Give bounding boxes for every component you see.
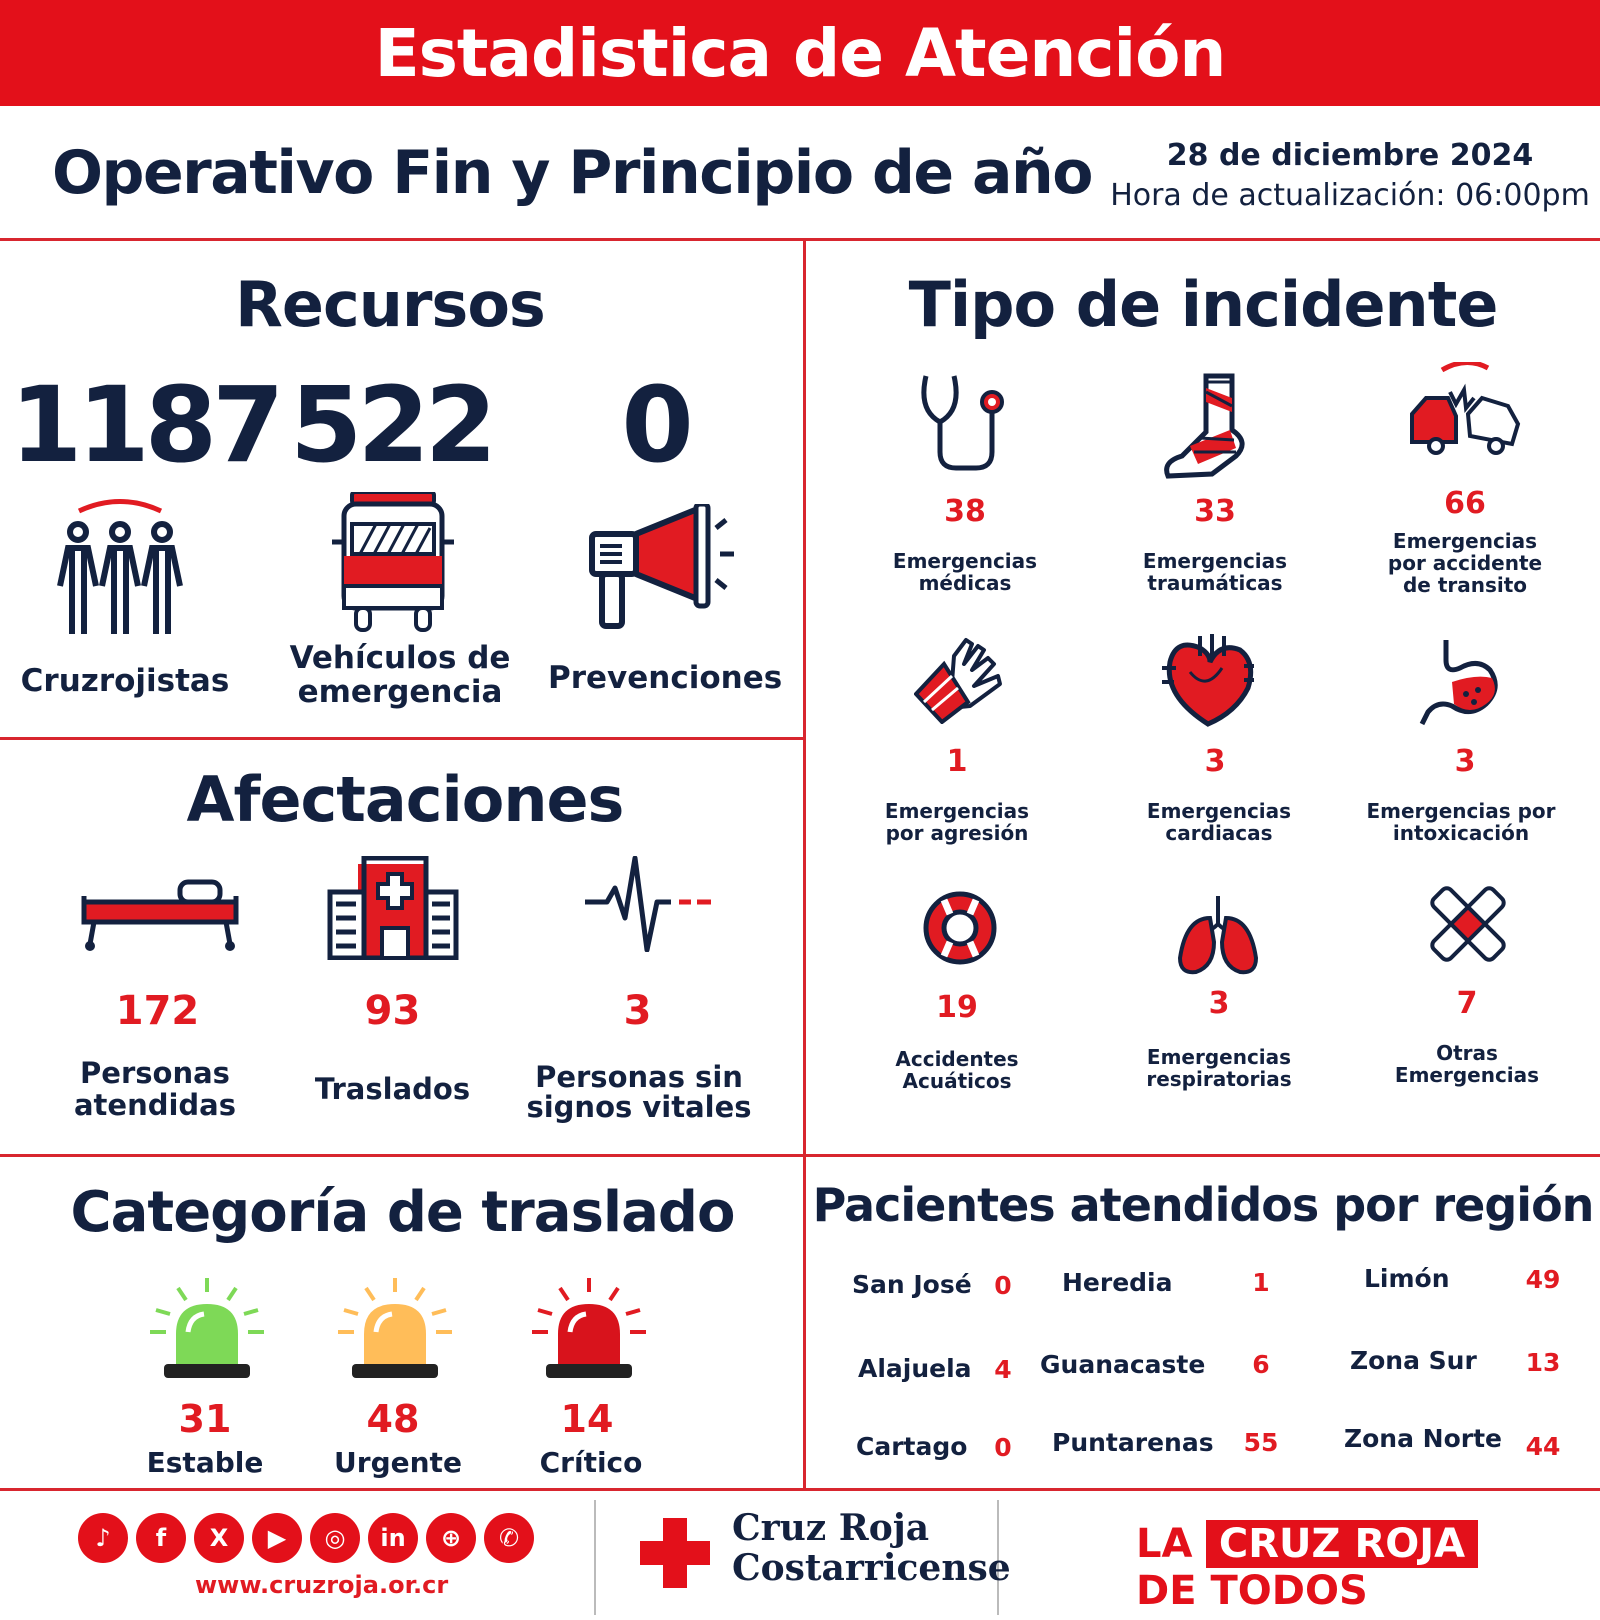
incidente-value: 33 — [1194, 494, 1236, 529]
incidente-value: 7 — [1456, 986, 1478, 1021]
region-name: Heredia — [1062, 1268, 1173, 1297]
incidente-label: respiratorias — [1146, 1067, 1292, 1091]
estable-count: 31 — [178, 1397, 232, 1441]
region-value: 1 — [1252, 1268, 1270, 1297]
slogan-part-1: LA — [1136, 1521, 1193, 1567]
lifebuoy-icon — [920, 888, 1000, 968]
region-value: 55 — [1243, 1428, 1279, 1457]
operation-title: Operativo Fin y Principio de año — [52, 138, 1092, 208]
stretcher-icon — [80, 876, 240, 952]
vehiculos-label-1: Vehículos de — [289, 640, 511, 676]
region-value: 6 — [1252, 1350, 1270, 1379]
region-name: Limón — [1364, 1264, 1450, 1293]
divider — [803, 238, 806, 1490]
region-value: 0 — [994, 1433, 1012, 1462]
traslados-count: 93 — [364, 988, 421, 1034]
x-icon[interactable]: X — [194, 1513, 244, 1563]
personas-atendidas-label-1: Personas — [80, 1056, 230, 1090]
region-name: Zona Norte — [1344, 1424, 1503, 1453]
facebook-icon[interactable]: f — [136, 1513, 186, 1563]
incidente-label: por accidente — [1387, 551, 1543, 575]
traslados-label: Traslados — [314, 1072, 471, 1106]
incidente-label: Emergencias — [892, 549, 1038, 573]
heartbeat-icon — [583, 856, 717, 952]
region-title: Pacientes atendidos por región — [812, 1178, 1594, 1232]
region-value: 0 — [994, 1271, 1012, 1300]
incidente-label: cardiacas — [1165, 821, 1273, 845]
web-icon[interactable]: ⊕ — [426, 1513, 476, 1563]
incidente-value: 66 — [1444, 486, 1486, 521]
incidente-label: Acuáticos — [902, 1069, 1012, 1093]
incidente-label: Accidentes — [895, 1047, 1019, 1071]
stomach-icon — [1416, 638, 1502, 728]
page-title: Estadistica de Atención — [374, 14, 1226, 92]
divider — [0, 737, 805, 740]
yellow-siren-icon — [336, 1276, 454, 1384]
incidente-value: 1 — [946, 744, 968, 779]
lungs-icon — [1176, 894, 1260, 978]
urgente-label: Urgente — [334, 1446, 462, 1479]
region-value: 4 — [994, 1355, 1012, 1384]
megaphone-icon — [588, 504, 744, 634]
sin-signos-label-2: signos vitales — [526, 1090, 752, 1124]
brand-line-1: Cruz Roja — [732, 1507, 930, 1549]
incidente-label: Emergencias — [884, 799, 1030, 823]
cruzrojistas-count: 1187 — [10, 364, 280, 486]
instagram-icon[interactable]: ◎ — [310, 1513, 360, 1563]
prevenciones-count: 0 — [621, 364, 689, 486]
sin-signos-label-1: Personas sin — [535, 1060, 743, 1094]
incidente-label: de transito — [1402, 573, 1528, 597]
bandaged-foot-icon — [1160, 372, 1252, 480]
hospital-icon — [326, 856, 460, 960]
incidente-label: Emergencias por — [1366, 799, 1556, 823]
cruzrojistas-label: Cruzrojistas — [20, 663, 230, 699]
incidente-label: por agresión — [885, 821, 1029, 845]
incidente-value: 19 — [936, 990, 978, 1025]
region-value: 49 — [1525, 1265, 1561, 1294]
slogan-part-3: DE TODOS — [1136, 1568, 1368, 1614]
region-value: 13 — [1525, 1348, 1561, 1377]
divider — [0, 238, 1600, 241]
linkedin-icon[interactable]: in — [368, 1513, 418, 1563]
incidente-label: Emergencias — [1392, 529, 1538, 553]
stethoscope-icon — [918, 370, 1008, 474]
prevenciones-label: Prevenciones — [548, 660, 783, 696]
estable-label: Estable — [146, 1446, 264, 1479]
divider — [0, 1488, 1600, 1491]
red-siren-icon — [530, 1276, 648, 1384]
region-name: Guanacaste — [1040, 1350, 1206, 1379]
incidente-label: Emergencias — [1394, 1063, 1540, 1087]
youtube-icon[interactable]: ▶ — [252, 1513, 302, 1563]
region-name: San José — [852, 1270, 972, 1299]
region-name: Puntarenas — [1052, 1428, 1214, 1457]
vehiculos-count: 522 — [290, 364, 493, 486]
whatsapp-icon[interactable]: ✆ — [484, 1513, 534, 1563]
brand-name — [732, 1508, 1011, 1588]
ambulance-icon — [330, 492, 456, 632]
traslado-title: Categoría de traslado — [70, 1180, 735, 1245]
footer-divider — [594, 1500, 596, 1615]
vehiculos-label-2: emergencia — [297, 674, 503, 710]
people-icon — [54, 496, 186, 638]
incidente-label: intoxicación — [1392, 821, 1530, 845]
incidente-value: 3 — [1208, 986, 1230, 1021]
update-time: Hora de actualización: 06:00pm — [1110, 178, 1590, 213]
heart-icon — [1160, 632, 1256, 728]
incidente-label: Otras — [1436, 1041, 1498, 1065]
divider — [0, 1154, 1600, 1157]
incidentes-title: Tipo de incidente — [908, 268, 1498, 341]
bandage-icon — [1424, 880, 1512, 968]
critico-count: 14 — [560, 1397, 614, 1441]
green-siren-icon — [148, 1276, 266, 1384]
incidente-value: 38 — [944, 494, 986, 529]
brand-line-2: Costarricense — [732, 1547, 1011, 1589]
region-name: Zona Sur — [1350, 1346, 1477, 1375]
urgente-count: 48 — [366, 1397, 420, 1441]
top-banner — [0, 0, 1600, 106]
slogan-part-2: CRUZ ROJA — [1206, 1520, 1478, 1568]
sin-signos-count: 3 — [623, 988, 652, 1034]
tiktok-icon[interactable]: ♪ — [78, 1513, 128, 1563]
incidente-value: 3 — [1204, 744, 1226, 779]
incidente-label: Emergencias — [1146, 799, 1292, 823]
personas-atendidas-label-2: atendidas — [73, 1088, 237, 1122]
hand-icon — [914, 636, 1004, 724]
critico-label: Crítico — [539, 1446, 643, 1479]
red-cross-logo — [640, 1518, 710, 1588]
recursos-title: Recursos — [235, 268, 545, 341]
report-date: 28 de diciembre 2024 — [1166, 138, 1534, 173]
car-crash-icon — [1408, 362, 1522, 466]
region-name: Cartago — [856, 1432, 968, 1461]
region-value: 44 — [1525, 1432, 1561, 1461]
afectaciones-title: Afectaciones — [186, 763, 624, 836]
region-name: Alajuela — [858, 1354, 972, 1383]
incidente-label: Emergencias — [1146, 1045, 1292, 1069]
incidente-label: Emergencias — [1142, 549, 1288, 573]
website-link[interactable]: www.cruzroja.or.cr — [195, 1571, 449, 1599]
personas-atendidas-count: 172 — [115, 988, 200, 1034]
incidente-label: médicas — [918, 571, 1012, 595]
incidente-value: 3 — [1454, 744, 1476, 779]
incidente-label: traumáticas — [1147, 571, 1283, 595]
